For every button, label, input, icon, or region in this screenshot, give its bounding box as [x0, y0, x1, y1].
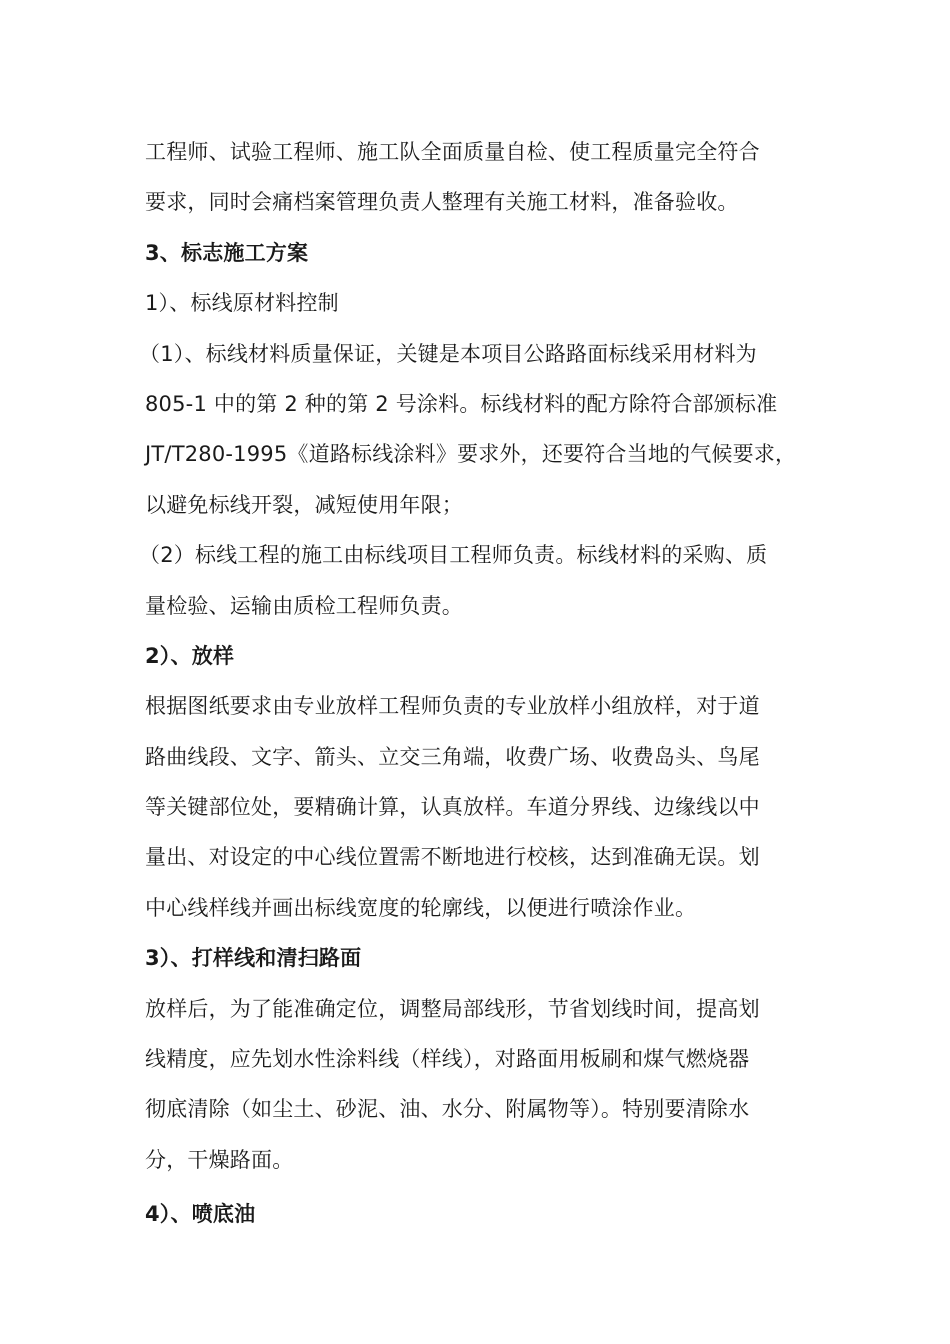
paragraph-line: 要求，同时会痛档案管理负责人整理有关施工材料，准备验收。	[145, 190, 739, 215]
paragraph-line: JT/T280-1995《道路标线涂料》要求外，还要符合当地的气候要求，	[145, 442, 797, 467]
paragraph-line: 工程师、试验工程师、施工队全面质量自检、使工程质量完全符合	[145, 140, 760, 164]
paragraph-line: 线精度，应先划水性涂料线（样线），对路面用板刷和煤气燃烧器	[145, 1047, 750, 1072]
subsection-heading: 4）、喷底油	[145, 1202, 256, 1227]
paragraph-line: 量检验、运输由质检工程师负责。	[145, 593, 463, 618]
body-text	[139, 127, 807, 1240]
paragraph-line: 805-1 中的第 2 种的第 2 号涂料。标线材料的配方除符合部颁标准	[145, 391, 778, 416]
subsection-heading: 1）、标线原材料控制	[145, 291, 339, 316]
paragraph-line: 等关键部位处，要精确计算，认真放样。车道分界线、边缘线以中	[145, 795, 760, 820]
paragraph-line: 中心线样线并画出标线宽度的轮廓线，以便进行喷涂作业。	[145, 895, 697, 920]
paragraph-line: （2）标线工程的施工由标线项目工程师负责。标线材料的采购、质	[139, 543, 768, 568]
paragraph-line: 分，干燥路面。	[145, 1147, 294, 1172]
subsection-heading: 2）、放样	[145, 643, 235, 668]
paragraph-line: 路曲线段、文字、箭头、立交三角端，收费广场、收费岛头、鸟尾	[145, 744, 760, 769]
paragraph-line: （1）、标线材料质量保证，关键是本项目公路路面标线采用材料为	[139, 341, 757, 366]
paragraph-line: 量出、对设定的中心线位置需不断地进行校核，达到准确无误。划	[145, 845, 760, 870]
subsection-heading: 3）、打样线和清扫路面	[145, 946, 362, 971]
section-heading: 3、标志施工方案	[145, 240, 309, 265]
paragraph-line: 放样后，为了能准确定位，调整局部线形，节省划线时间，提高划	[145, 996, 760, 1021]
paragraph-line: 彻底清除（如尘土、砂泥、油、水分、附属物等）。特别要清除水	[145, 1097, 750, 1122]
paragraph-line: 根据图纸要求由专业放样工程师负责的专业放样小组放样，对于道	[145, 694, 760, 719]
paragraph-line: 以避免标线开裂，减短使用年限；	[145, 492, 463, 517]
